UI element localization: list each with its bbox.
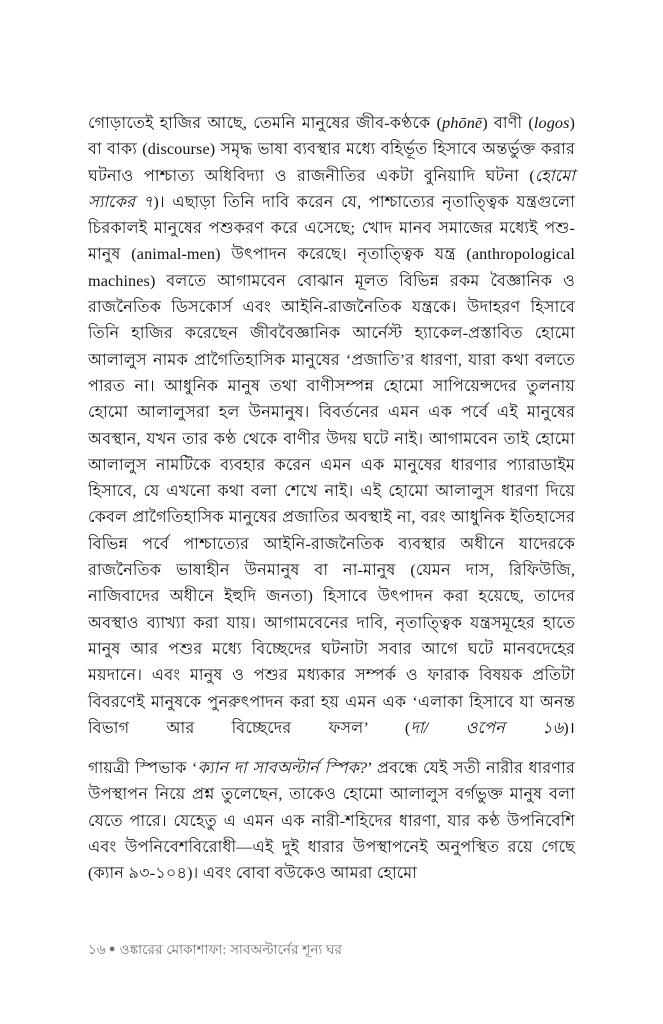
foreign-term-anthropological-machines: anthropological machines: [88, 245, 575, 290]
foreign-term-phone: phōnē: [442, 114, 483, 132]
text-run: )।: [563, 718, 575, 737]
running-title: ওঙ্কারের মোকাশাফা: সাবঅল্টার্নের শূন্য ঘর: [119, 942, 343, 957]
citation-homo-sacer: হোমো স্যাকের ৭: [88, 166, 575, 211]
text-run: ) উৎপাদন করেছে। নৃতাত্ত্বিক যন্ত্র (: [215, 245, 472, 264]
page-footer: [88, 940, 575, 959]
text-run: ) বলতে আগামবেন বোঝান মূলত বিভিন্ন রকম বৈজ্ঞানিক ও রাজনৈতিক ডিসকোর্স এবং আইনি-রাজনৈতিক যন্ত্রকে। উদাহরণ হিসাবে তিনি হাজির করেছেন জীববৈজ্ঞানিক আর্নেস্ট হ্যাকেল-প্রস্তাবিত হোমো আলালুস নামক প্রাগৈতিহাসিক মানুষের ‘প্রজাতি’র ধারণা, যারা কথা বলতে পারত না। আধুনিক মানুষ তথা বাণীসম্পন্ন হোমো সাপিয়েন্সদের তুলনায় হোমো আলালুসরা হল উনমানুষ। বিবর্তনের এমন এক পর্বে এই মানুষের অবস্থান, যখন তার কণ্ঠ থেকে বাণীর উদয় ঘটে নাই। আগামবেন তাই হোমো আলালুস নামটিকে ব্যবহার করেন এমন এক মানুষের ধারণার প্যারাডাইম হিসাবে, যে এখনো কথা বলা শেখে নাই। এই হোমো আলালুস ধারণা দিয়ে কেবল প্রাগৈতিহাসিক মানুষের প্রজাতির অবস্থাই না, বরং আধুনিক ইতিহাসের বিভিন্ন পর্বে পাশ্চাত্যের আইনি-রাজনৈতিক ব্যবস্থার অধীনে যাদেরকে রাজনৈতিক ভাষাহীন উনমানুষ বা না-মানুষ (যেমন দাস, রিফিউজি, নাজিবাদের অধীনে ইহুদি জনতা) হিসাবে উৎপাদন করা হয়েছে, তাদের অবস্থাও ব্যাখ্যা করা যায়। আগামবেনের দাবি, নৃতাত্ত্বিক যন্ত্রসমূহের হাতে মানুষ আর পশুর মধ্যে বিচ্ছেদের ঘটনাটা সবার আগে ঘটে মানবদেহের ময়দানে। এবং মানুষ ও পশুর মধ্যকার সম্পর্ক ও ফারাক বিষয়ক প্রতিটা বিবরণেই মানুষকে পুনরুৎপাদন করা হয় এমন এক ‘এলাকা হিসাবে যা অনন্ত বিভাগ আর বিচ্ছেদের ফসল’ (: [88, 271, 575, 737]
bullet-separator-icon: ●: [108, 943, 116, 955]
text-run: ) বা বাক্য (: [88, 114, 575, 159]
citation-the-open: দা/ ওপেন ১৬: [410, 718, 564, 737]
foreign-term-animal-men: animal-men: [136, 245, 216, 264]
foreign-term-discourse: discourse: [147, 140, 210, 159]
essay-title-can-the-subaltern-speak: ক্যান দা সাবঅল্টার্ন স্পিক?: [197, 759, 368, 778]
folio-page-number: ১৬: [88, 942, 106, 957]
text-run: গায়ত্রী স্পিভাক ‘: [88, 759, 198, 778]
paragraph-2: [88, 755, 575, 886]
paragraph-1: [88, 110, 575, 741]
body-text-column: [88, 110, 575, 887]
text-run: গোড়াতেই হাজির আছে, তেমনি মানুষের জীব-কণ্ঠকে (: [88, 114, 443, 132]
foreign-term-logos: logos: [533, 114, 570, 132]
text-run: ) বাণী (: [482, 114, 534, 132]
text-run: ) সমৃদ্ধ ভাষা ব্যবস্থার মধ্যে বহির্ভূত হিসাবে অন্তর্ভুক্ত করার ঘটনাও পাশ্চাত্য অধিবিদ্যা ও রাজনীতির একটা বুনিয়াদি ঘটনা (: [88, 140, 575, 185]
text-run: )। এছাড়া তিনি দাবি করেন যে, পাশ্চাত্যের নৃতাত্ত্বিক যন্ত্রগুলো চিরকালই মানুষের পশুকরণ করে এসেছে; খোদ মানব সমাজের মধ্যেই পশু-মানুষ (: [88, 192, 575, 264]
text-run: ’ প্রবন্ধে যেই সতী নারীর ধারণার উপস্থাপন নিয়ে প্রশ্ন তুলেছেন, তাকেও হোমো আলালুস বর্গভুক্ত মানুষ বলা যেতে পারে। যেহেতু এ এমন এক নারী-শহিদের ধারণা, যার কণ্ঠ উপনিবেশি এবং উপনিবেশবিরোধী—এই দুই ধারার উপস্থাপনেই অনুপস্থিত রয়ে গেছে (ক্যান ৯৩-১০৪)। এবং বোবা বউকেও আমরা হোমো: [88, 759, 575, 883]
